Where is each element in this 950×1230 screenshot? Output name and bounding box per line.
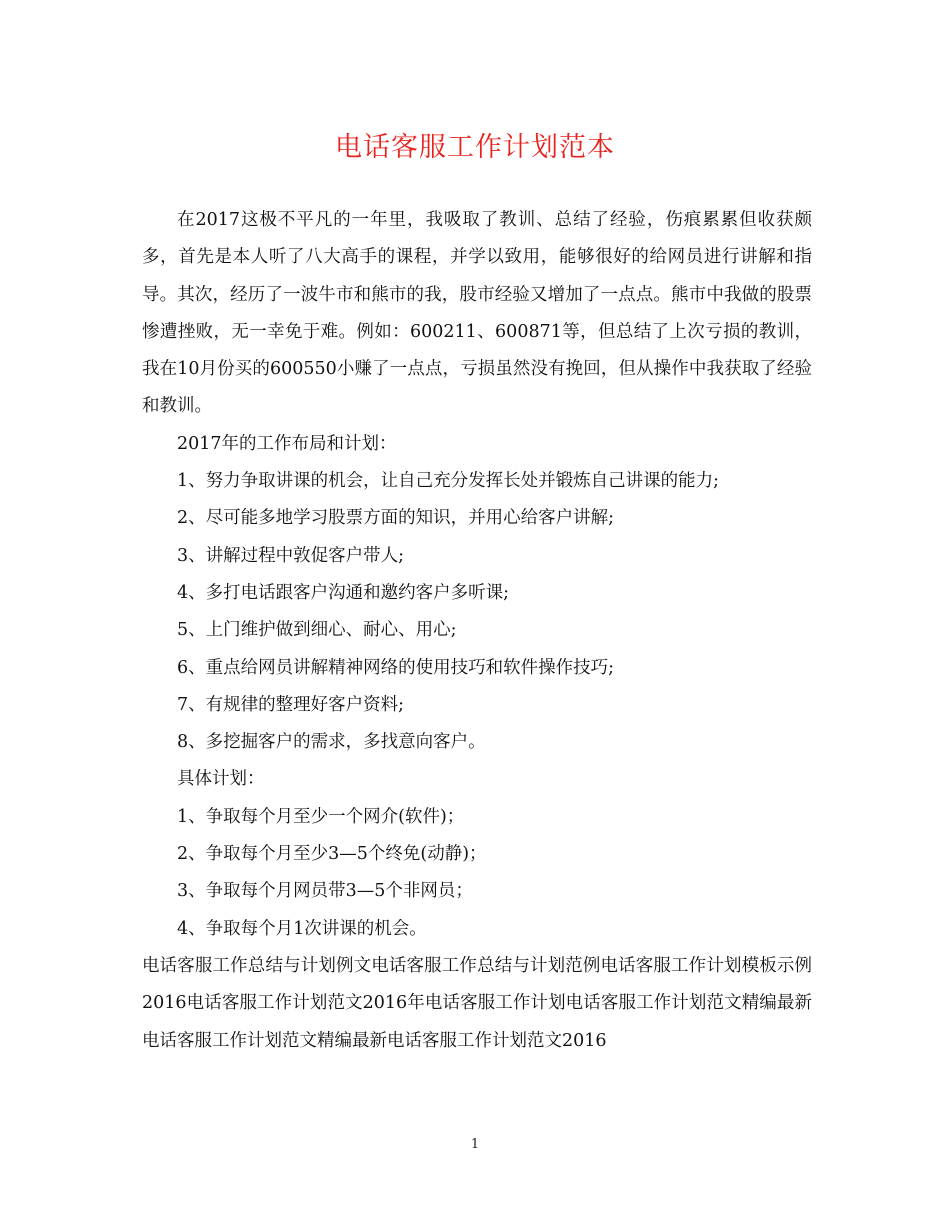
document-title: 电话客服工作计划范本 [335, 132, 615, 163]
plan-list [142, 463, 812, 761]
plan-item: 1、努力争取讲课的机会，让自己充分发挥长处并锻炼自己讲课的能力; [177, 471, 720, 492]
intro-paragraph: 在2017这极不平凡的一年里，我吸取了教训、总结了经验，伤痕累累但收获颇多，首先是本人听了八大高手的课程，并学以致用，能够很好的给网员进行讲解和指导。其次，经历了一波牛市和熊市的我，股市经验又增加了一点点。熊市中我做的股票惨遭挫败，无一幸免于难。例如：600211、600871等，但总结了上次亏损的教训，我在10月份买的600550小赚了一点点，亏损虽然没有挽回，但从操作中我获取了经验和教训。 [142, 210, 812, 417]
plan-item: 2、尽可能多地学习股票方面的知识，并用心给客户讲解; [177, 508, 615, 529]
page-number: 1 [470, 1137, 480, 1152]
specific-plan-heading: 具体计划： [177, 769, 265, 790]
plan-item: 7、有规律的整理好客户资料; [177, 694, 405, 715]
specific-plan-item: 4、争取每个月1次讲课的机会。 [177, 918, 427, 939]
plan-item: 5、上门维护做到细心、耐心、用心; [177, 620, 457, 641]
plan-item: 8、多挖掘客户的需求，多找意向客户。 [177, 732, 486, 753]
specific-plan-item: 3、争取每个月网员带3—5个非网员； [177, 881, 473, 902]
specific-plan-item: 2、争取每个月至少3—5个终免(动静)； [177, 844, 487, 865]
plan-item: 6、重点给网员讲解精神网络的使用技巧和软件操作技巧; [177, 657, 615, 678]
specific-plan-item: 1、争取每个月至少一个网介(软件)； [177, 806, 465, 827]
plan-heading: 2017年的工作布局和计划： [177, 433, 397, 454]
document-body [142, 202, 812, 1060]
plan-item: 3、讲解过程中敦促客户带人; [177, 545, 405, 566]
plan-item: 4、多打电话跟客户沟通和邀约客户多听课; [177, 582, 510, 603]
related-articles-text: 电话客服工作总结与计划例文电话客服工作总结与计划范例电话客服工作计划模板示例2016电话客服工作计划范文2016年电话客服工作计划电话客服工作计划范文精编最新电话客服工作计划范文精编最新电话客服工作计划范文2016 [142, 955, 812, 1051]
specific-plan-list [142, 799, 812, 948]
